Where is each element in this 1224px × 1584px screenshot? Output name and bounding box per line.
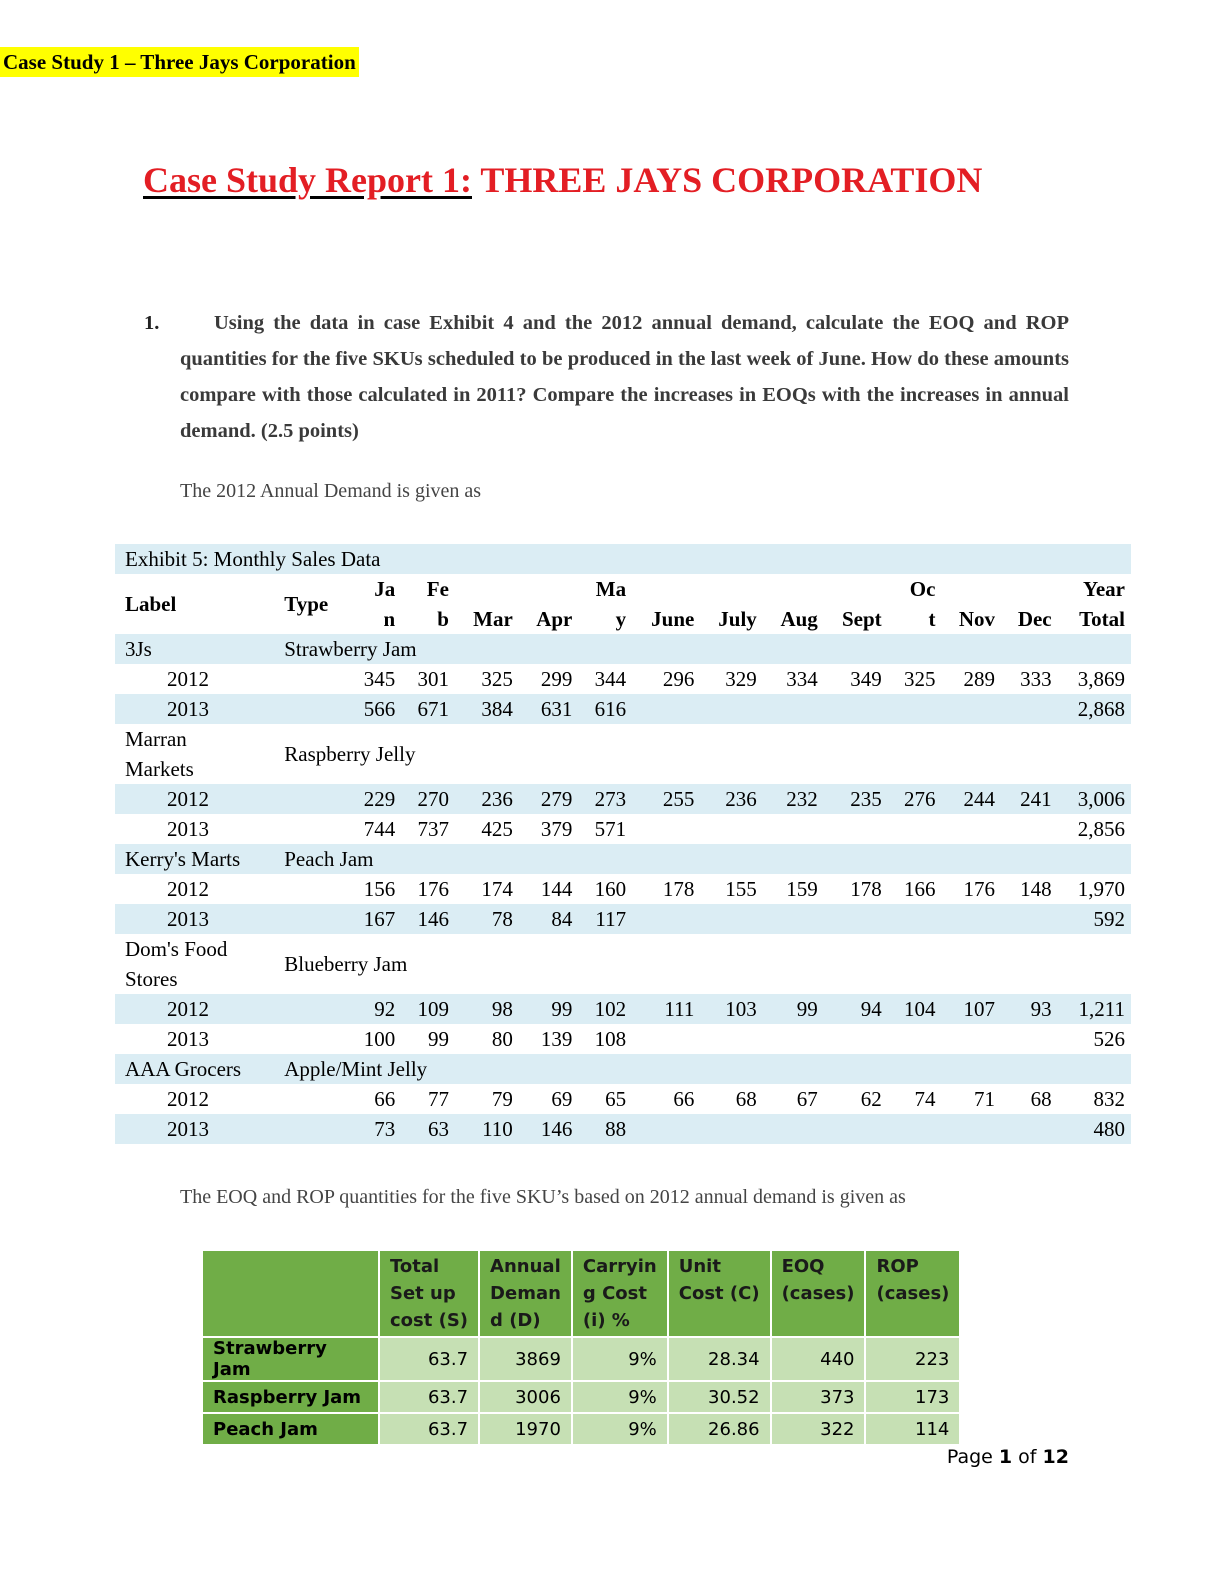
cell-value: 99 [763, 994, 824, 1024]
eoq-cell-value: 9% [572, 1337, 668, 1381]
group-label: 3Js [115, 634, 278, 664]
eoq-cell-value: 440 [771, 1337, 866, 1381]
row-year: 2012 [167, 876, 209, 901]
group-type: Strawberry Jam [278, 634, 1131, 664]
eoq-row-name: Raspberry Jam [203, 1381, 379, 1413]
eoq-cell-value: 223 [865, 1337, 960, 1381]
eoq-cell-value: 26.86 [668, 1413, 771, 1444]
cell-value: 289 [963, 666, 995, 691]
eoq-cell-value: 9% [572, 1381, 668, 1413]
table-row [115, 1084, 1131, 1114]
row-year: 2012 [167, 1086, 209, 1111]
row-year: 2012 [115, 784, 278, 814]
eoq-cell-value: 30.52 [668, 1381, 771, 1413]
eoq-header-line: d (D) [490, 1310, 541, 1331]
cell-value: 66 [374, 1086, 396, 1111]
cell-value [700, 694, 762, 724]
row-type-blank [278, 1024, 347, 1054]
cell-value: 1,211 [1058, 994, 1131, 1024]
cell-value [941, 904, 1001, 934]
eoq-header-line: cost (S) [390, 1310, 469, 1331]
cell-value: 334 [786, 666, 818, 691]
table-row [115, 544, 1131, 574]
cell-value [632, 814, 700, 844]
cell-value [824, 814, 888, 844]
footer-current: 1 [998, 1446, 1013, 1468]
intro-text: The 2012 Annual Demand is given as [180, 480, 482, 502]
column-header: Sept [842, 606, 882, 631]
cell-value: 349 [850, 666, 882, 691]
exhibit-title: Exhibit 5: Monthly Sales Data [115, 544, 1131, 574]
cell-value: 144 [540, 876, 573, 901]
cell-value: 744 [363, 816, 396, 841]
eoq-header-line: Set up [390, 1283, 456, 1304]
eoq-cell-value: 322 [771, 1413, 866, 1444]
group-label: Marran [125, 726, 187, 751]
column-header-top: Ja [374, 576, 396, 601]
eoq-column-header [479, 1251, 572, 1337]
cell-value [941, 1024, 1001, 1054]
row-year: 2013 [167, 816, 209, 841]
cell-value: 65 [605, 1086, 627, 1111]
cell-value: 325 [903, 666, 936, 691]
cell-value: 73 [347, 1114, 401, 1144]
cell-value [1001, 1114, 1058, 1144]
column-header-top [1001, 574, 1058, 604]
cell-value: 146 [519, 1114, 579, 1144]
cell-value: 379 [540, 816, 573, 841]
row-year: 2012 [115, 994, 278, 1024]
cell-value: 78 [455, 904, 519, 934]
question-block [144, 305, 1069, 449]
table-row [115, 694, 1131, 724]
cell-value: 148 [1020, 876, 1052, 901]
table-row [115, 574, 1131, 604]
cell-value: 232 [763, 784, 824, 814]
table-row [115, 994, 1131, 1024]
cell-value: 592 [1058, 904, 1131, 934]
column-header: Dec [1017, 606, 1052, 631]
column-header: July [718, 606, 757, 631]
cell-value: 178 [850, 876, 882, 901]
eoq-header-line: (cases) [781, 1283, 855, 1304]
table-row [115, 844, 1131, 874]
cell-value: 159 [786, 876, 818, 901]
cell-value [824, 1024, 888, 1054]
cell-value: 84 [519, 904, 579, 934]
eoq-column-header [379, 1251, 479, 1337]
cell-value: 1,970 [1077, 876, 1125, 901]
eoq-header-blank [203, 1251, 379, 1337]
cell-value: 299 [540, 666, 573, 691]
question-text: Using the data in case Exhibit 4 and the 2012 annual demand, calculate the EOQ and ROP quantities for the five SKUs scheduled to be produced in the last week of June. How do these amounts compare with those calculated in 2011? Compare the increases in EOQs with the increases in annual demand. (2.5 points) [180, 312, 1069, 442]
cell-value: 325 [481, 666, 513, 691]
cell-value: 117 [578, 904, 632, 934]
page-footer [947, 1446, 1069, 1468]
eoq-cell-value: 63.7 [379, 1337, 479, 1381]
cell-value: 98 [455, 994, 519, 1024]
table-row [115, 724, 1131, 754]
cell-value: 270 [401, 784, 455, 814]
column-header-top [824, 574, 888, 604]
column-header-top [519, 574, 579, 604]
row-year: 2013 [115, 904, 278, 934]
cell-value: 255 [632, 784, 700, 814]
cell-value: 92 [347, 994, 401, 1024]
cell-value: 333 [1020, 666, 1052, 691]
cell-value: 2,856 [1077, 816, 1125, 841]
cell-value: 63 [401, 1114, 455, 1144]
column-header-top: Year [1083, 576, 1125, 601]
title-part1: Case Study Report 1: [143, 160, 472, 200]
row-type-blank [278, 784, 347, 814]
cell-value: 103 [700, 994, 762, 1024]
cell-value: 737 [417, 816, 449, 841]
cell-value: 384 [455, 694, 519, 724]
eoq-header-line: Cost (C) [678, 1283, 760, 1304]
column-header-top: Oc [909, 576, 936, 601]
cell-value: 88 [578, 1114, 632, 1144]
column-header: n [383, 606, 396, 631]
cell-value [700, 1114, 762, 1144]
eoq-header-line: (cases) [876, 1283, 950, 1304]
eoq-header-line: (i) % [582, 1310, 630, 1331]
eoq-cell-value: 9% [572, 1413, 668, 1444]
eoq-intro-text: The EOQ and ROP quantities for the five SKU’s based on 2012 annual demand is given as [180, 1186, 906, 1208]
title-part2: THREE JAYS CORPORATION [472, 160, 983, 200]
cell-value: 74 [914, 1086, 936, 1111]
column-header: t [928, 606, 936, 631]
table-row [115, 904, 1131, 934]
cell-value: 671 [401, 694, 455, 724]
column-header: b [437, 606, 449, 631]
column-header-top: Ma [595, 576, 627, 601]
cell-value: 139 [540, 1026, 573, 1051]
cell-value: 102 [578, 994, 632, 1024]
cell-value: 345 [363, 666, 396, 691]
group-type: Apple/Mint Jelly [278, 1054, 1131, 1084]
cell-value: 329 [725, 666, 757, 691]
cell-value [824, 1114, 888, 1144]
row-type-blank [278, 874, 347, 904]
type-header: Type [284, 591, 329, 616]
eoq-header-line: Unit [678, 1256, 721, 1277]
cell-value [888, 904, 942, 934]
eoq-table [203, 1251, 961, 1444]
cell-value: 480 [1058, 1114, 1131, 1144]
cell-value: 296 [662, 666, 695, 691]
cell-value [888, 694, 942, 724]
cell-value: 155 [725, 876, 757, 901]
table-row [115, 664, 1131, 694]
row-type-blank [278, 1084, 347, 1114]
cell-value: 167 [347, 904, 401, 934]
table-row [203, 1337, 960, 1381]
cell-value: 67 [796, 1086, 818, 1111]
cell-value: 111 [632, 994, 700, 1024]
table-row [115, 1024, 1131, 1054]
cell-value: 236 [455, 784, 519, 814]
cell-value [888, 1114, 942, 1144]
cell-value: 344 [594, 666, 627, 691]
cell-value: 100 [363, 1026, 396, 1051]
eoq-column-header [668, 1251, 771, 1337]
row-type-blank [278, 904, 347, 934]
cell-value: 166 [903, 876, 936, 901]
cell-value [763, 904, 824, 934]
eoq-header-line: EOQ [781, 1256, 825, 1277]
cell-value: 273 [578, 784, 632, 814]
group-label: AAA Grocers [115, 1054, 278, 1084]
cell-value: 176 [963, 876, 995, 901]
group-label-line2: Stores [125, 966, 178, 991]
column-header-top [632, 574, 700, 604]
cell-value: 79 [491, 1086, 513, 1111]
cell-value: 526 [1093, 1026, 1125, 1051]
cell-value [763, 1114, 824, 1144]
cell-value [763, 1024, 824, 1054]
cell-value [632, 904, 700, 934]
cell-value: 229 [347, 784, 401, 814]
eoq-row-name: Strawberry Jam [203, 1337, 379, 1381]
cell-value: 80 [491, 1026, 513, 1051]
cell-value: 566 [347, 694, 401, 724]
cell-value: 176 [417, 876, 449, 901]
cell-value: 241 [1001, 784, 1058, 814]
cell-value: 160 [594, 876, 627, 901]
eoq-column-header [771, 1251, 866, 1337]
table-row [115, 1054, 1131, 1084]
group-label: Dom's Food [125, 936, 228, 961]
row-year: 2012 [167, 666, 209, 691]
column-header: Nov [958, 606, 995, 631]
eoq-header-line: g Cost [582, 1283, 647, 1304]
row-year: 2013 [115, 694, 278, 724]
group-type: Peach Jam [278, 844, 1131, 874]
cell-value [888, 1024, 942, 1054]
cell-value: 71 [974, 1086, 995, 1111]
eoq-header-line: Annual [490, 1256, 561, 1277]
cell-value: 425 [481, 816, 513, 841]
column-header: Mar [473, 606, 513, 631]
cell-value: 99 [427, 1026, 449, 1051]
group-label-line2: Markets [125, 756, 194, 781]
cell-value: 276 [888, 784, 942, 814]
column-header-top [700, 574, 762, 604]
label-header: Label [125, 591, 177, 616]
table-row [115, 814, 1131, 844]
cell-value: 174 [481, 876, 513, 901]
cell-value [941, 694, 1001, 724]
eoq-cell-value: 3006 [479, 1381, 572, 1413]
table-row [115, 874, 1131, 904]
footer-total: 12 [1042, 1446, 1069, 1468]
cell-value: 69 [551, 1086, 573, 1111]
eoq-header-line: Carryin [582, 1256, 657, 1277]
cell-value: 66 [673, 1086, 695, 1111]
cell-value: 107 [941, 994, 1001, 1024]
cell-value: 631 [519, 694, 579, 724]
cell-value: 235 [824, 784, 888, 814]
group-type: Blueberry Jam [284, 951, 408, 976]
group-type: Raspberry Jelly [284, 741, 416, 766]
table-row [115, 934, 1131, 964]
monthly-sales-table [115, 544, 1131, 1144]
cell-value: 108 [594, 1026, 627, 1051]
header-tag: Case Study 1 – Three Jays Corporation [0, 47, 359, 77]
row-type-blank [278, 994, 347, 1024]
cell-value [1001, 814, 1058, 844]
column-header-top [941, 574, 1001, 604]
cell-value: 2,868 [1058, 694, 1131, 724]
eoq-header-line: ROP [876, 1256, 919, 1277]
cell-value: 571 [594, 816, 627, 841]
cell-value: 110 [455, 1114, 519, 1144]
cell-value [700, 904, 762, 934]
table-row [203, 1413, 960, 1444]
cell-value [700, 1024, 762, 1054]
cell-value: 93 [1001, 994, 1058, 1024]
cell-value: 68 [735, 1086, 757, 1111]
row-type-blank [278, 814, 347, 844]
cell-value [632, 1114, 700, 1144]
cell-value [824, 904, 888, 934]
row-type-blank [278, 694, 347, 724]
cell-value: 236 [700, 784, 762, 814]
cell-value [1001, 694, 1058, 724]
cell-value: 279 [519, 784, 579, 814]
column-header-top [455, 574, 519, 604]
cell-value [632, 1024, 700, 1054]
eoq-cell-value: 1970 [479, 1413, 572, 1444]
eoq-cell-value: 373 [771, 1381, 866, 1413]
cell-value: 146 [401, 904, 455, 934]
cell-value: 109 [401, 994, 455, 1024]
eoq-cell-value: 3869 [479, 1337, 572, 1381]
cell-value: 62 [860, 1086, 882, 1111]
question-number: 1. [144, 312, 160, 334]
column-header: Apr [536, 606, 573, 631]
eoq-cell-value: 63.7 [379, 1413, 479, 1444]
cell-value [888, 814, 942, 844]
table-row [115, 634, 1131, 664]
cell-value [763, 694, 824, 724]
column-header: June [651, 606, 695, 631]
eoq-cell-value: 173 [865, 1381, 960, 1413]
eoq-cell-value: 63.7 [379, 1381, 479, 1413]
footer-middle: of [1012, 1446, 1043, 1468]
eoq-cell-value: 28.34 [668, 1337, 771, 1381]
cell-value [700, 814, 762, 844]
eoq-header-line: Deman [490, 1283, 561, 1304]
page-title [143, 158, 982, 202]
footer-prefix: Page [946, 1446, 999, 1468]
row-year: 2013 [167, 1026, 209, 1051]
eoq-column-header [572, 1251, 668, 1337]
column-header-top: Fe [426, 576, 449, 601]
table-row [115, 784, 1131, 814]
cell-value: 3,869 [1077, 666, 1125, 691]
eoq-header-line: Total [390, 1256, 440, 1277]
cell-value [941, 814, 1001, 844]
table-row [203, 1381, 960, 1413]
row-type-blank [278, 1114, 347, 1144]
cell-value [1001, 1024, 1058, 1054]
row-type-blank [278, 664, 347, 694]
cell-value: 104 [888, 994, 942, 1024]
cell-value: 156 [363, 876, 396, 901]
column-header: Total [1079, 606, 1125, 631]
cell-value: 178 [662, 876, 695, 901]
group-label: Kerry's Marts [115, 844, 278, 874]
eoq-column-header [865, 1251, 960, 1337]
cell-value: 832 [1093, 1086, 1125, 1111]
cell-value [763, 814, 824, 844]
cell-value: 244 [941, 784, 1001, 814]
cell-value [1001, 904, 1058, 934]
cell-value: 99 [519, 994, 579, 1024]
cell-value: 3,006 [1058, 784, 1131, 814]
column-header: Aug [780, 606, 818, 631]
cell-value [824, 694, 888, 724]
row-year: 2013 [115, 1114, 278, 1144]
cell-value [941, 1114, 1001, 1144]
cell-value: 616 [578, 694, 632, 724]
cell-value: 77 [427, 1086, 449, 1111]
cell-value [632, 694, 700, 724]
table-row [115, 1114, 1131, 1144]
column-header-top [763, 574, 824, 604]
cell-value: 94 [824, 994, 888, 1024]
cell-value: 68 [1030, 1086, 1052, 1111]
column-header: y [615, 606, 627, 631]
eoq-row-name: Peach Jam [203, 1413, 379, 1444]
cell-value: 301 [417, 666, 449, 691]
eoq-cell-value: 114 [865, 1413, 960, 1444]
